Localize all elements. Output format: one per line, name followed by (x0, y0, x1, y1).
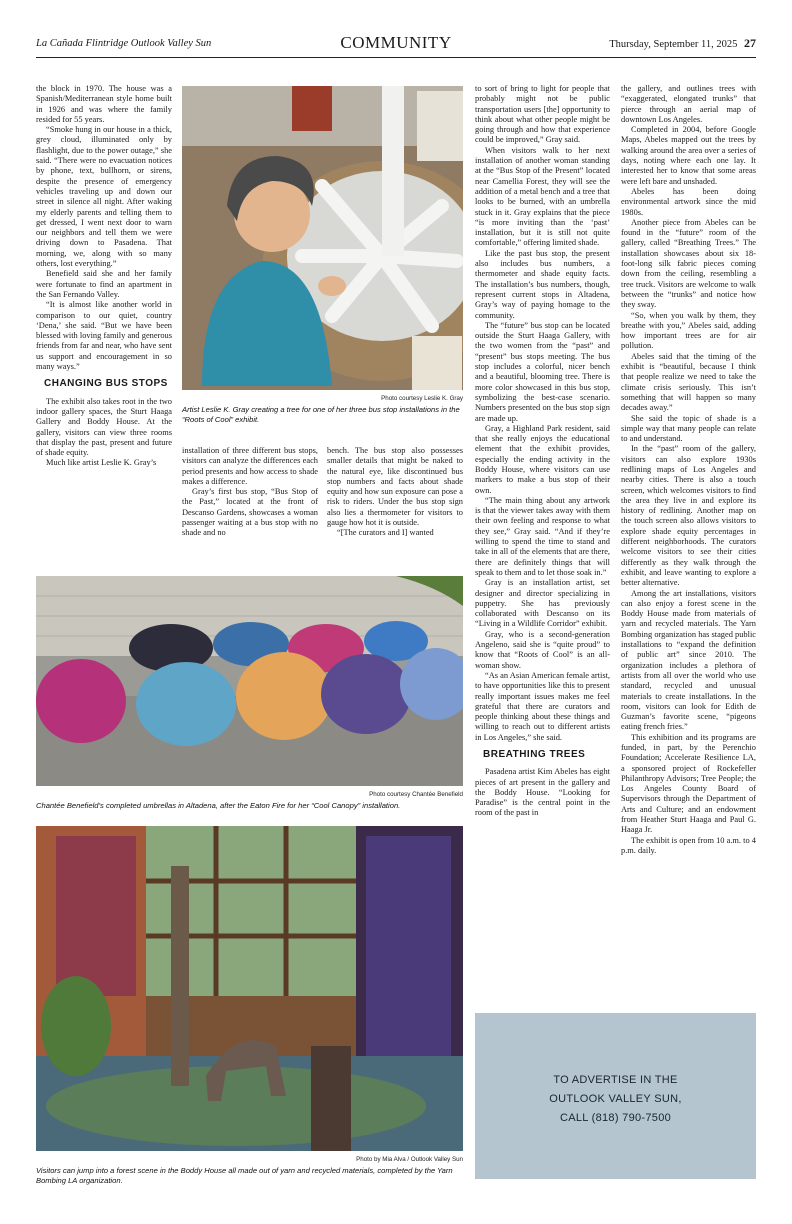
paragraph: This exhibition and its programs are funded, in part, by the Perenchio Foundation; Accelerate Resilience LA, a sponsored project of Rockefeller Philanthropy Advisors; Tree People; the Los Angeles County Board of Supervisors through the Department of Arts and Culture; and an endowment from Heather Sturt Haaga and Paul G. Haaga Jr. (621, 732, 756, 835)
paragraph: the block in 1970. The house was a Spanish/Mediterranean style home built in 1926 and was where the family resided for 55 years. (36, 84, 172, 124)
photo-caption: Artist Leslie K. Gray creating a tree for one of her three bus stop installations in the “Roots of Cool” exhibit. (182, 405, 460, 424)
paragraph: installation of three different bus stops, visitors can analyze the differences each period presents and how access to shade makes a difference. (182, 446, 318, 486)
subheading-breathing-trees: BREATHING TREES (483, 749, 586, 760)
forest-photo-illustration (36, 826, 463, 1151)
paragraph: “[The curators and I] wanted (337, 528, 434, 538)
column-5 (621, 84, 756, 856)
umbrellas-photo (36, 576, 463, 786)
page-header (36, 30, 756, 60)
paragraph: bench. The bus stop also possesses smaller details that might be naked to the natural eye, like discontinued bus stop numbers and facts about shade equity and how sun exposure can pose a risk to riders. Under the bus stop sign also lies a thermometer for visitors to gauge how hot it is outside. (327, 446, 463, 528)
advertise-line: OUTLOOK VALLEY SUN, (549, 1093, 682, 1105)
artist-photo-illustration (182, 86, 463, 390)
paragraph: Another piece from Abeles can be found in the “future” room of the gallery, called “Breathing Trees.” The installation showcases about six 18-foot-long silk fabric pieces coming down from the ceiling, resembling a tree truck. Visitors are welcome to walk between the “trunks” and notice how they sway. (621, 217, 756, 310)
advertise-line: TO ADVERTISE IN THE (553, 1074, 678, 1086)
paragraph: “As an Asian American female artist, to have opportunities like this to present really important issues makes me feel grateful that there are curators and people thinking about these things and willing to reach out to different artists in Los Angeles,” she said. (475, 670, 610, 742)
paragraph: Gray’s first bus stop, “Bus Stop of the Past,” located at the front of Descanso Gardens, showcases a woman passenger waiting at a bus stop with no shade and no (182, 487, 318, 538)
paragraph: Completed in 2004, before Google Maps, Abeles mapped out the trees by walking around the area over a series of days, noting where each one lay. It interested her to know that some areas were left bare and unshaded. (621, 125, 756, 186)
paragraph: The exhibit is open from 10 a.m. to 4 p.m. daily. (621, 835, 756, 855)
paragraph: Gray, who is a second-generation Angeleno, said she is “quite proud” to know that “Roots of Cool” is an all-woman show. (475, 629, 610, 670)
photo-credit: Photo courtesy Leslie K. Gray (381, 395, 463, 402)
paragraph: Gray, a Highland Park resident, said that she really enjoys the educational element that the exhibit provides, especially the ending activity in the Boddy House, where visitors can use markers to make a bus stop of their own. (475, 423, 610, 495)
paragraph: Like the past bus stop, the present also includes bus numbers, a thermometer and shade equity facts. The installation’s bus numbers, though, represent current stops in Altadena, Gray’s way of paying homage to the community. (475, 248, 610, 320)
paragraph: Abeles has been doing environmental artwork since the mid 1980s. (621, 186, 756, 217)
photo-credit: Photo courtesy Chantée Benefield (369, 791, 463, 798)
paragraph: Much like artist Leslie K. Gray’s (46, 458, 157, 468)
advertise-text (475, 1071, 756, 1128)
issue-date: Thursday, September 11, 2025 (609, 39, 738, 50)
paragraph: “It is almost like another world in comparison to our quiet, country ‘Dena,’ she said. “But we have been blessed with loving family and generous friends from far and near, who have sent us support and encouragement in so many ways.” (36, 300, 172, 372)
column-1 (36, 84, 172, 469)
publication-name: La Cañada Flintridge Outlook Valley Sun (36, 38, 212, 49)
column-4 (475, 84, 610, 819)
paragraph: to sort of bring to light for people that probably might not be public transportation users [the] opportunity to think about what other people might be going through and how that experience could be improved,” Gray said. (475, 84, 610, 145)
paragraph: When visitors walk to her next installation of another woman standing at the “Bus Stop of the Present” located near Camellia Forest, they will see the addition of a metal bench and a tree that looks to be burned, with an umbrella stuck in it. Gray explains that the piece “is more inviting than the ‘past’ installation, but it is still not quite comfortable,” offering limited shade. (475, 145, 610, 248)
paragraph: Among the art installations, visitors can also enjoy a forest scene in the Boddy House made from materials of yarn and recycled materials. The Yarn Bombing organization has staged public installations to “expand the definition of public art” since 2010. The organization includes a plethora of artists from all over the world who use standard, recycled and unusual materials to create installations. In the room, visitors can look for Edith de Guzman’s favorite scene, “pigeons eating french fries.” (621, 588, 756, 732)
paragraph: the gallery, and outlines trees with “exaggerated, elongated trunks” that pierce through an aerial map of downtown Los Angeles. (621, 84, 756, 124)
advertise-phone: CALL (818) 790-7500 (559, 1112, 672, 1124)
column-2 (182, 446, 318, 539)
photo-caption: Visitors can jump into a forest scene in the Boddy House all made out of yarn and recycled materials, completed by the Yarn Bombing LA organization. (36, 1166, 453, 1185)
section-title: COMMUNITY (340, 33, 452, 52)
paragraph: In the “past” room of the gallery, visitors can also explore 1930s redlining maps of Los Angeles and nearby cities. There is also a touch screen, which welcomes visitors to find the area they live in and explore its history of redlining. Another map on the touch screen also allows visitors to explore shade equity percentages in different neighborhoods. The curators welcome visitors to see their cities differently as they walk through the exhibit, and leave wanting to explore a better alternative. (621, 444, 756, 588)
paragraph: She said the topic of shade is a simple way that many people can relate to and understand. (621, 413, 756, 444)
page-number: 27 (744, 36, 756, 50)
paragraph: Benefield said she and her family were fortunate to find an apartment in the San Fernando Valley. (36, 269, 172, 299)
forest-photo (36, 826, 463, 1151)
advertise-box (475, 1013, 756, 1179)
column-3 (327, 446, 463, 539)
paragraph: The “future” bus stop can be located outside the Sturt Haaga Gallery, with the two women from the “past” and “present” bus stops meeting. The bus stop includes a colorful, nicer bench and a beautiful, blooming tree. There is more color showcased in this bus stop, symbolizing the best-case scenario. Numbers presented on the bus stop sign are made up. (475, 320, 610, 423)
artist-photo (182, 86, 463, 390)
umbrellas-photo-illustration (36, 576, 463, 786)
photo-caption: Chantée Benefield’s completed umbrellas in Altadena, after the Eaton Fire for her “Cool Canopy” installation. (36, 801, 401, 810)
paragraph: Pasadena artist Kim Abeles has eight pieces of art present in the gallery and the Boddy House. “Looking for Paradise” is the central point in the room of the past in (475, 767, 610, 818)
photo-credit: Photo by Mia Alva / Outlook Valley Sun (356, 1156, 463, 1163)
paragraph: Gray is an installation artist, set designer and director specializing in puppetry. She has previously collaborated with Descanso on its “Living in a Wildlife Corridor” exhibit. (475, 578, 610, 629)
date-and-page (609, 36, 756, 51)
paragraph: “So, when you walk by them, they breathe with you,” Abeles said, adding how important trees are for air pollution. (621, 310, 756, 351)
paragraph: The exhibit also takes root in the two indoor gallery spaces, the Sturt Haaga Gallery and Boddy House. At the gallery, visitors can view three rooms that display the past, present and future of shade equity. (36, 396, 172, 458)
paragraph: “The main thing about any artwork is that the viewer takes away with them their own feeling and response to what they see,” Gray said. “And if they’re willing to spend the time to stand and take in all of the elements that are there, there are definitely things that will speak to them and to let those soak in.” (475, 495, 610, 577)
paragraph: “Smoke hung in our house in a thick, grey cloud, illuminated only by flashlight, due to the power outage,” she said. “There were no evacuation notices by phone, text, bullhorn, or sirens, despite the presence of emergency vehicles traveling up and down our street in silence all night. After waking my elderly parents and telling them to get dressed, I went next door to warn our neighbors and tell them we were driving down to Pasadena. That morning, we, along with so many others, lost everything.” (36, 125, 172, 269)
subheading-changing-bus-stops: CHANGING BUS STOPS (44, 378, 168, 390)
paragraph: Abeles said that the timing of the exhibit is “beautiful, because I think that people realize we need to take the climate crisis seriously. This isn’t something that will happen so many decades away.” (621, 351, 756, 413)
header-rule (36, 57, 756, 58)
